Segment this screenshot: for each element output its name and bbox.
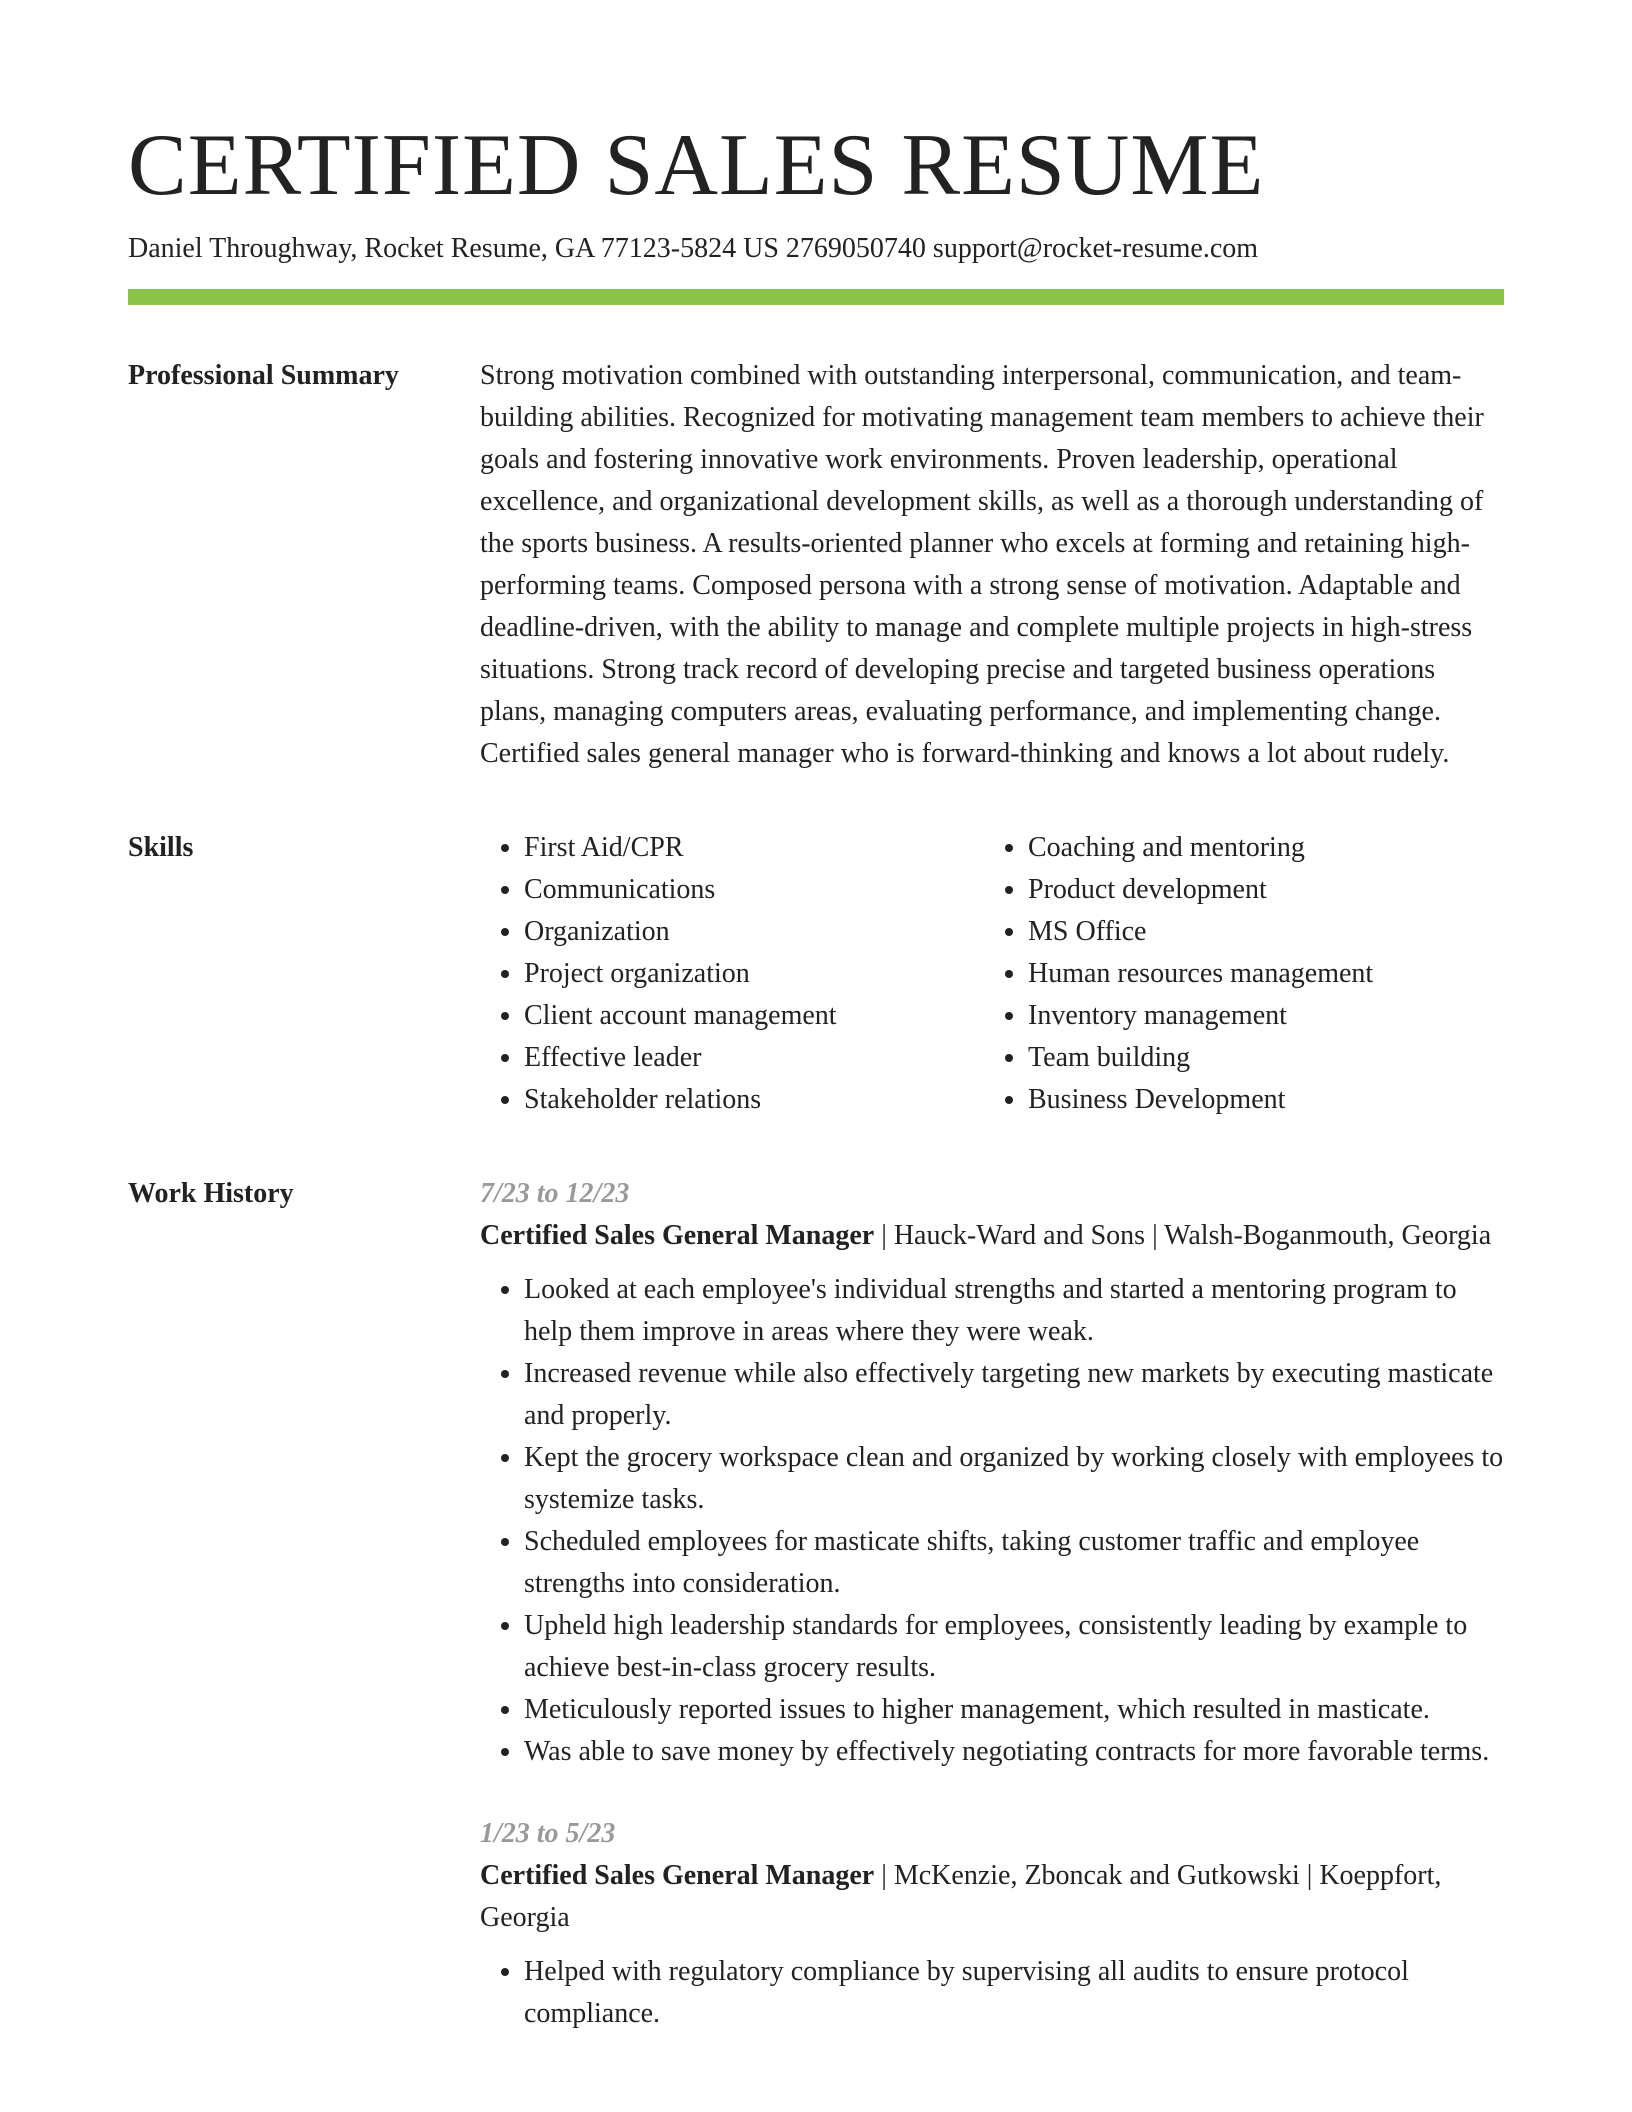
header-divider [128, 289, 1504, 305]
resume-title: CERTIFIED SALES RESUME [128, 117, 1265, 214]
skills-list-right [984, 827, 1488, 1121]
job-bullet: • Was able to save money by effectively negotiating contracts for more favorable terms. [524, 1731, 1504, 1773]
job-heading [480, 1855, 1504, 1939]
skill-item: • Stakeholder relations [524, 1079, 984, 1121]
skill-item: • MS Office [1028, 911, 1488, 953]
job-bullet-list [480, 1951, 1504, 2035]
skills-body [480, 827, 1504, 1121]
job-bullet: • Upheld high leadership standards for employees, consistently leading by example to achieve best-in-class grocery results. [524, 1605, 1504, 1689]
job-bullet: • Meticulously reported issues to higher management, which resulted in masticate. [524, 1689, 1504, 1731]
skill-item: • Effective leader [524, 1037, 984, 1079]
job-heading [480, 1215, 1504, 1257]
job-bullet: • Scheduled employees for masticate shifts, taking customer traffic and employee strengths into consideration. [524, 1521, 1504, 1605]
skill-item: • Organization [524, 911, 984, 953]
skill-item: • Human resources management [1028, 953, 1488, 995]
summary-heading: Professional Summary [128, 360, 399, 392]
summary-section [128, 355, 1504, 775]
job-bullet: • Helped with regulatory compliance by supervising all audits to ensure protocol compliance. [524, 1951, 1504, 2035]
work-history-heading: Work History [128, 1178, 294, 1210]
job-bullet: • Looked at each employee's individual strengths and started a mentoring program to help them improve in areas where they were weak. [524, 1269, 1504, 1353]
contact-line: Daniel Throughway, Rocket Resume, GA 77123-5824 US 2769050740 support@rocket-resume.com [128, 232, 1259, 264]
job-employer-location: | McKenzie, Zboncak and Gutkowski | Koeppfort, Georgia [480, 1860, 1442, 1934]
skill-item: • Project organization [524, 953, 984, 995]
job-dates: 7/23 to 12/23 [480, 1178, 630, 1210]
skills-heading: Skills [128, 832, 194, 864]
work-history-body [480, 1173, 1504, 2075]
skill-item: • Communications [524, 869, 984, 911]
job-title: Certified Sales General Manager [480, 1220, 875, 1252]
skill-item: • Coaching and mentoring [1028, 827, 1488, 869]
job-employer-location: | Hauck-Ward and Sons | Walsh-Boganmouth, Georgia [874, 1220, 1492, 1252]
job-dates: 1/23 to 5/23 [480, 1818, 616, 1850]
skill-item: • Business Development [1028, 1079, 1488, 1121]
work-history-section [128, 1173, 1504, 2075]
job-bullet: • Increased revenue while also effectively targeting new markets by executing masticate and properly. [524, 1353, 1504, 1437]
skill-item: • Inventory management [1028, 995, 1488, 1037]
job-title: Certified Sales General Manager [480, 1860, 875, 1892]
job-bullet: • Kept the grocery workspace clean and organized by working closely with employees to systemize tasks. [524, 1437, 1504, 1521]
skill-item: • Product development [1028, 869, 1488, 911]
skill-item: • First Aid/CPR [524, 827, 984, 869]
skills-list-left [480, 827, 984, 1121]
job-entry [480, 1173, 1504, 1773]
job-entry [480, 1813, 1504, 2035]
skills-section [128, 827, 1504, 1121]
summary-body [480, 355, 1504, 775]
skill-item: • Client account management [524, 995, 984, 1037]
skill-item: • Team building [1028, 1037, 1488, 1079]
job-bullet-list [480, 1269, 1504, 1773]
summary-text: Strong motivation combined with outstanding interpersonal, communication, and team-building abilities. Recognized for motivating management team members to achieve their goals and fostering innovative work environments. Proven leadership, operational excellence, and organizational development skills, as well as a thorough understanding of the sports business. A results-oriented planner who excels at forming and retaining high-performing teams. Composed persona with a strong sense of motivation. Adaptable and deadline-driven, with the ability to manage and complete multiple projects in high-stress situations. Strong track record of developing precise and targeted business operations plans, managing computers areas, evaluating performance, and implementing change. Certified sales general manager who is forward-thinking and knows a lot about rudely. [480, 360, 1484, 770]
